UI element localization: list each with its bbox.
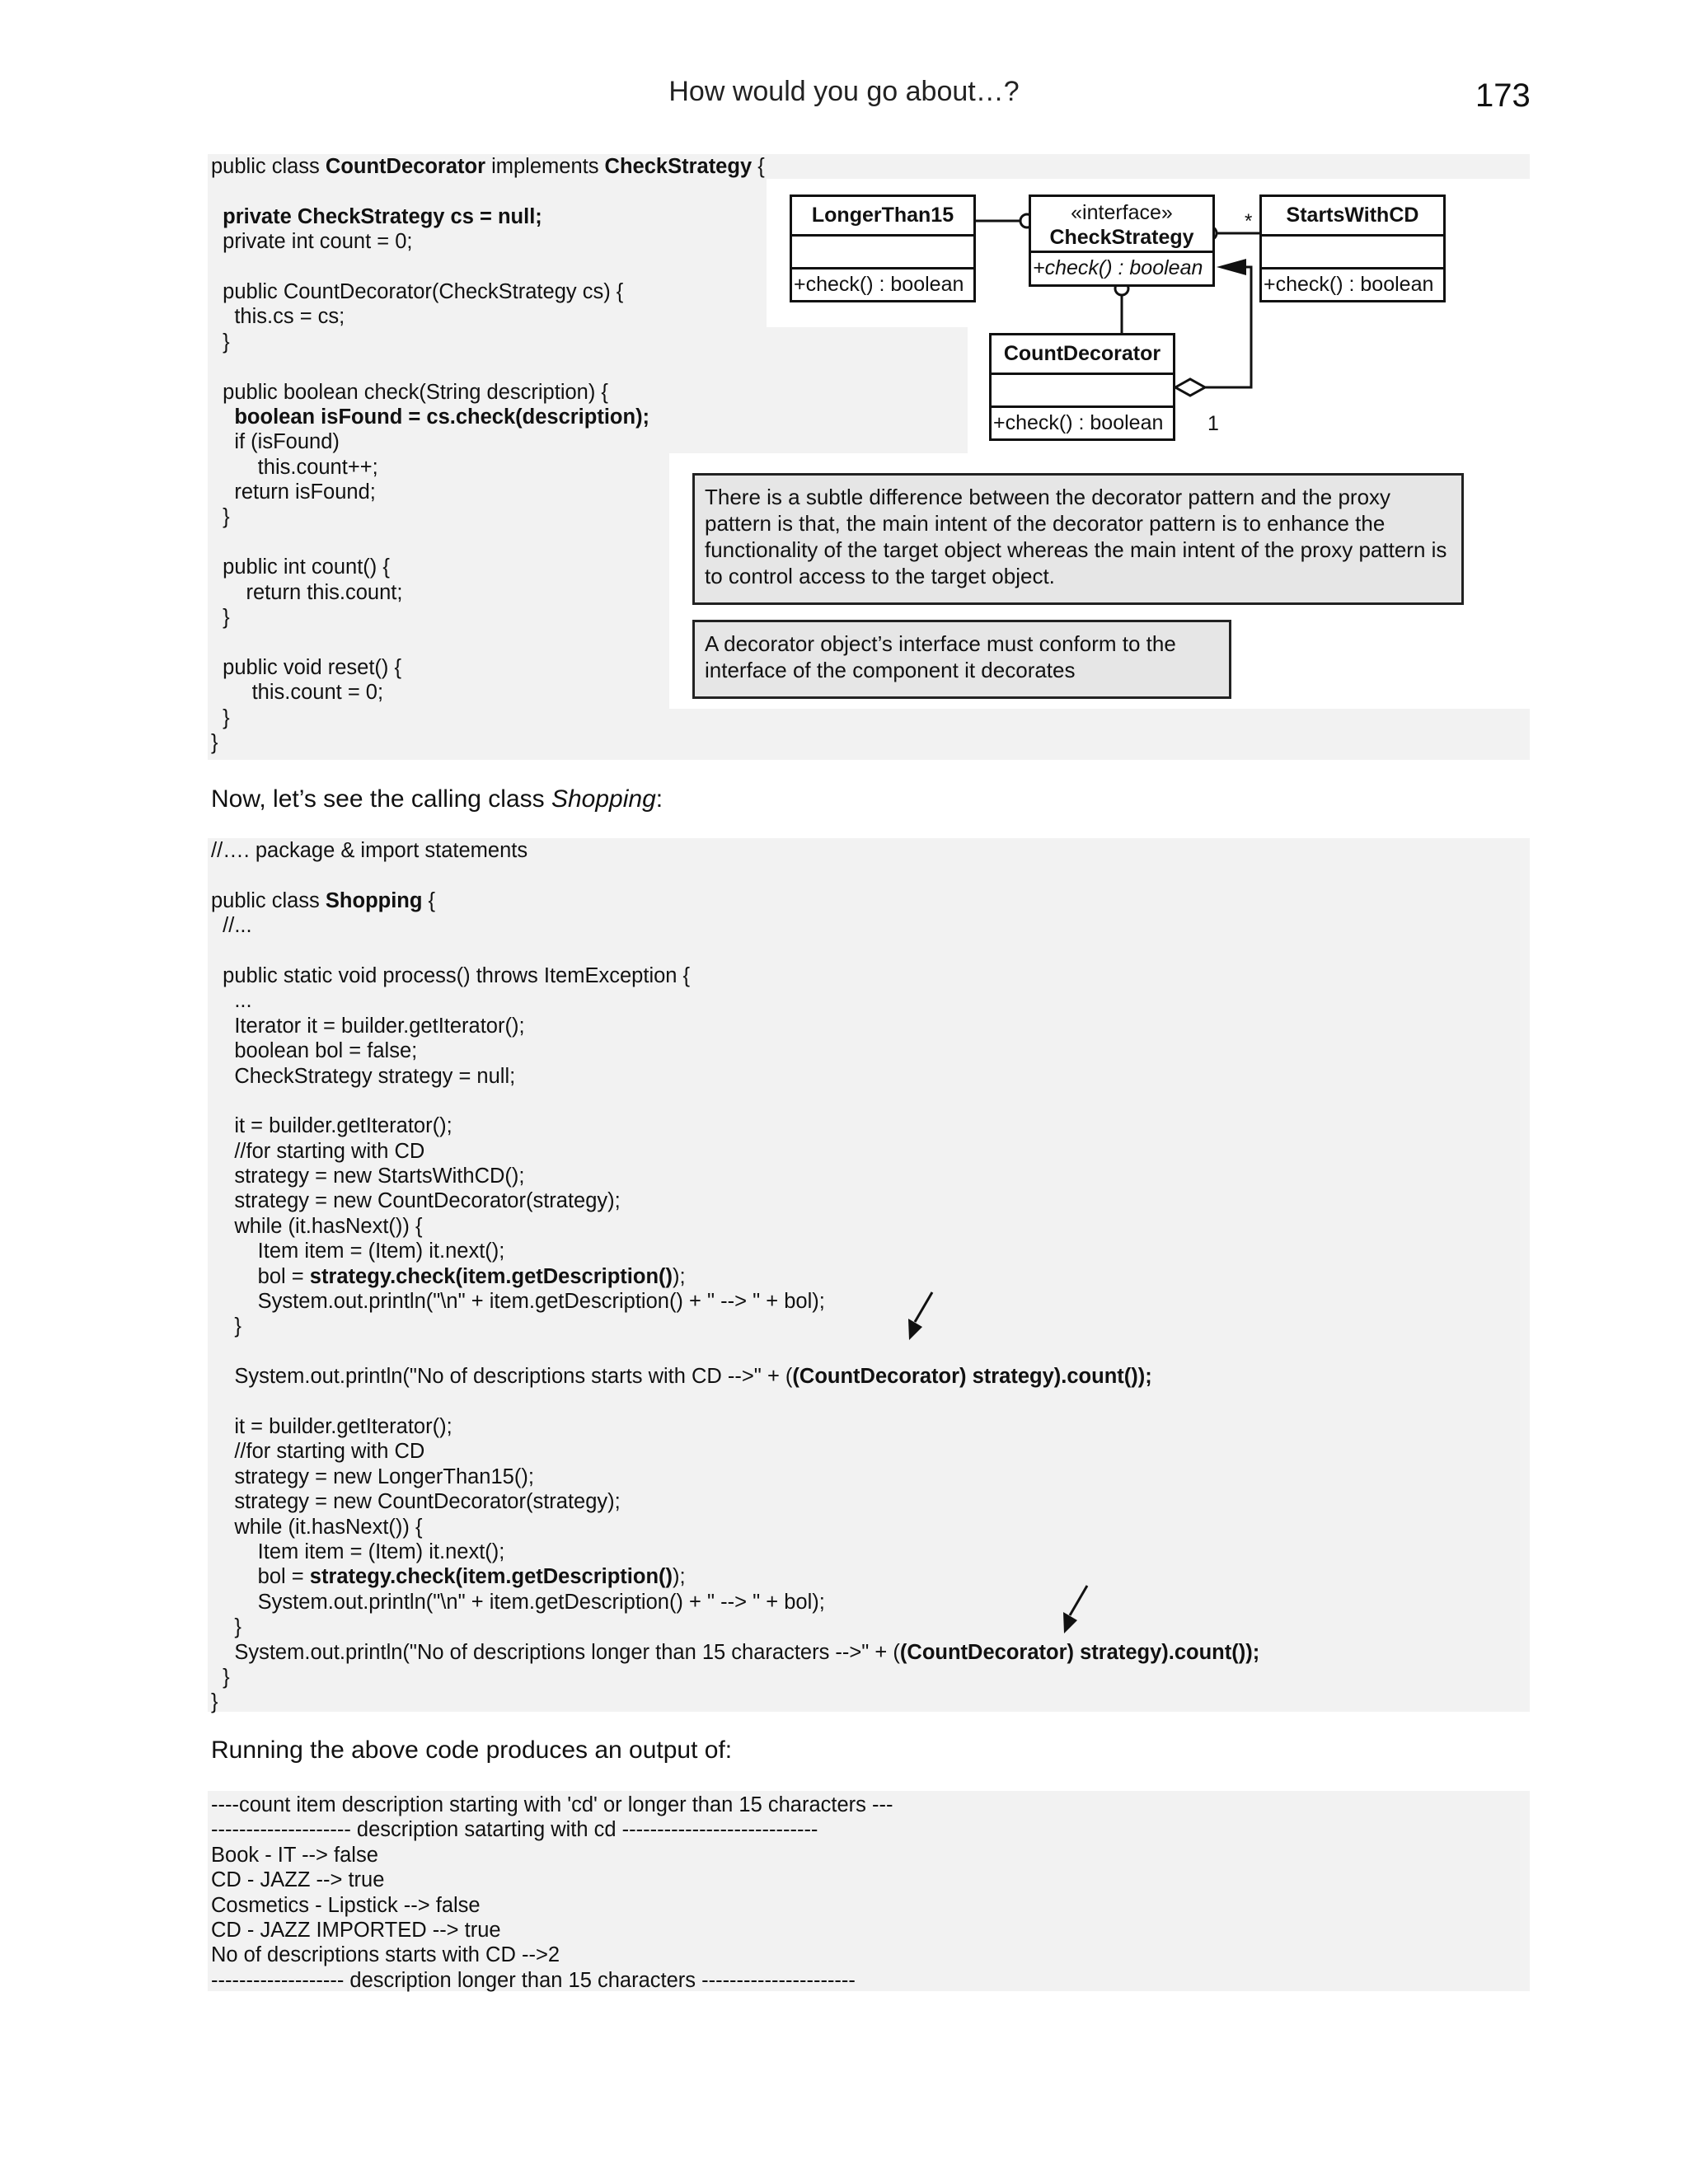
uml-class-name: CountDecorator	[992, 335, 1173, 375]
code-token: public CountDecorator(CheckStrategy cs) {	[211, 279, 624, 303]
uml-interface-check-strategy	[1029, 194, 1215, 287]
code-token: ...	[211, 989, 252, 1013]
page-number: 173	[1475, 77, 1531, 114]
uml-stereotype: «interface»	[1071, 201, 1173, 224]
code-token: }	[211, 606, 230, 630]
code-token: it = builder.getIterator();	[211, 1414, 452, 1438]
code-token: }	[211, 505, 230, 529]
code-token: }	[211, 1615, 241, 1639]
code-token: if (isFound)	[211, 430, 340, 454]
intro-token: Now, let’s see the calling class	[211, 785, 551, 813]
code-token: CountDecorator	[325, 155, 485, 178]
code-line	[211, 480, 765, 504]
code-line	[211, 863, 1259, 888]
code-line	[211, 1164, 1259, 1188]
code-token: boolean isFound = cs.check(description);	[211, 405, 650, 429]
code-token: //…. package & import statements	[211, 839, 528, 862]
code-token: System.out.println("No of descriptions longer than 15 characters -->" + (	[211, 1640, 900, 1664]
note-decorator-vs-proxy: There is a subtle difference between the decorator pattern and the proxy pattern is that, the main intent of the decorator pattern is to enhance the functionality of the target object whereas the main intent of the proxy pattern is to control access to the target object.	[692, 473, 1464, 605]
code-token: public class	[211, 888, 326, 912]
code-token: System.out.println("No of descriptions starts with CD -->" + (	[211, 1365, 793, 1389]
code-line	[211, 630, 765, 654]
intro-token: :	[655, 785, 663, 813]
code-line	[211, 888, 1259, 913]
code-line	[211, 1038, 1259, 1063]
uml-class-starts-with-cd	[1259, 194, 1446, 302]
uml-operation: +check() : boolean	[993, 411, 1164, 434]
code-line	[211, 1064, 1259, 1089]
output-line: ------------------- description longer than 15 characters ----------------------	[211, 1968, 856, 1992]
code-token: strategy.check(item.getDescription()	[309, 1565, 673, 1589]
uml-attributes	[992, 375, 1173, 408]
uml-interface-header	[1031, 197, 1212, 253]
code-token: Item item = (Item) it.next();	[211, 1240, 505, 1263]
uml-attributes	[792, 237, 973, 269]
code-line	[211, 1690, 1259, 1714]
intro-token: Shopping	[551, 785, 656, 813]
arrow-1-shaft	[915, 1292, 932, 1322]
code-token: boolean bol = false;	[211, 1039, 418, 1063]
code-token: CheckStrategy	[604, 155, 753, 178]
code-token: strategy = new CountDecorator(strategy);	[211, 1189, 621, 1213]
code-token: }	[211, 1665, 230, 1689]
code-line	[211, 1113, 1259, 1138]
code-line	[211, 1239, 1259, 1263]
uml-class-count-decorator	[989, 333, 1175, 441]
code-token: System.out.println("\n" + item.getDescription() + " --> " + bol);	[211, 1290, 825, 1314]
code-token: System.out.println("\n" + item.getDescription() + " --> " + bol);	[211, 1590, 825, 1614]
code-token: this.cs = cs;	[211, 305, 345, 329]
code-token: );	[673, 1565, 686, 1589]
arrow-2-shaft	[1070, 1586, 1087, 1615]
code-line	[211, 913, 1259, 938]
code-token: implements	[485, 155, 605, 178]
code-token: return isFound;	[211, 480, 376, 504]
running-header: How would you go about…?	[668, 76, 1020, 107]
code-line	[211, 939, 1259, 963]
annotation-arrows	[0, 1269, 1688, 1648]
uml-interface-name: CheckStrategy	[1049, 226, 1194, 249]
code-token: while (it.hasNext()) {	[211, 1515, 423, 1539]
code-token: (CountDecorator) strategy).count());	[792, 1365, 1152, 1389]
code-line	[211, 1089, 1259, 1113]
code-token: }	[211, 730, 218, 754]
code-token: }	[211, 1690, 218, 1714]
navigation-arrowhead	[1217, 259, 1246, 275]
code-token: CheckStrategy strategy = null;	[211, 1064, 516, 1088]
code-line	[211, 680, 765, 705]
code-token: bol =	[211, 1264, 310, 1288]
multiplicity-one: 1	[1207, 412, 1219, 435]
uml-operation: +check() : boolean	[1033, 256, 1203, 279]
output-block	[211, 1793, 893, 1993]
code-token: bol =	[211, 1565, 310, 1589]
code-line	[211, 1214, 1259, 1239]
output-line: Cosmetics - Lipstick --> false	[211, 1893, 481, 1917]
code-token: this.count = 0;	[211, 681, 384, 705]
output-line: No of descriptions starts with CD -->2	[211, 1943, 560, 1967]
aggregation-diamond	[1175, 379, 1205, 396]
intro-output: Running the above code produces an output of:	[211, 1736, 733, 1764]
code-line	[211, 1665, 1259, 1690]
code-token: }	[211, 705, 230, 729]
code-line	[211, 504, 765, 529]
code-token: private int count = 0;	[211, 230, 413, 254]
uml-class-name: LongerThan15	[792, 197, 973, 237]
code-token: (CountDecorator) strategy).count());	[899, 1640, 1260, 1664]
code-token: public int count() {	[211, 555, 390, 579]
output-line: ----count item description starting with 'cd' or longer than 15 characters ---	[211, 1793, 893, 1816]
code-line	[211, 1139, 1259, 1164]
code-token: while (it.hasNext()) {	[211, 1214, 423, 1238]
code-token: strategy = new LongerThan15();	[211, 1465, 534, 1488]
code-line	[211, 730, 765, 755]
uml-class-name: StartsWithCD	[1262, 197, 1443, 237]
code-token: public void reset() {	[211, 655, 402, 679]
code-line	[211, 705, 765, 730]
code-token: Item item = (Item) it.next();	[211, 1540, 505, 1563]
code-line	[211, 988, 1259, 1013]
code-token: this.count++;	[211, 455, 378, 479]
code-token: }	[211, 1315, 241, 1338]
code-token: strategy.check(item.getDescription()	[309, 1264, 673, 1288]
code-token: //...	[211, 914, 252, 938]
output-line: -------------------- description satarting with cd ----------------------------	[211, 1818, 818, 1842]
code-token: );	[673, 1264, 686, 1288]
code-token: private CheckStrategy cs = null;	[211, 204, 542, 228]
code-token: public boolean check(String description) {	[211, 380, 608, 404]
code-token: public static void process() throws ItemException {	[211, 963, 691, 987]
output-line: CD - JAZZ IMPORTED --> true	[211, 1918, 501, 1942]
uml-class-longer-than-15	[790, 194, 976, 302]
code-token: {	[752, 155, 765, 178]
code-line	[211, 963, 1259, 988]
code-line	[211, 555, 765, 579]
output-line: Book - IT --> false	[211, 1843, 378, 1867]
code-token: public class	[211, 155, 326, 178]
note-decorator-interface: A decorator object’s interface must conform to the interface of the component it decorates	[692, 620, 1231, 699]
code-line	[211, 605, 765, 630]
code-token: it = builder.getIterator();	[211, 1114, 452, 1138]
code-line	[211, 580, 765, 605]
uml-operation: +check() : boolean	[794, 273, 964, 296]
output-line: CD - JAZZ --> true	[211, 1868, 385, 1892]
code-token: Iterator it = builder.getIterator();	[211, 1014, 525, 1038]
uml-operation: +check() : boolean	[1264, 273, 1434, 296]
code-token: }	[211, 330, 230, 354]
code-line	[211, 655, 765, 680]
code-token: {	[422, 888, 436, 912]
code-token: strategy = new StartsWithCD();	[211, 1165, 525, 1188]
code-token: Shopping	[325, 888, 423, 912]
code-token: strategy = new CountDecorator(strategy);	[211, 1490, 621, 1514]
code-line	[211, 1014, 1259, 1038]
uml-attributes	[1262, 237, 1443, 269]
code-line	[211, 530, 765, 555]
code-line	[211, 838, 1259, 863]
multiplicity-many: *	[1245, 210, 1253, 232]
code-line	[211, 1188, 1259, 1213]
code-token: return this.count;	[211, 580, 403, 604]
code-token: //for starting with CD	[211, 1440, 425, 1464]
code-token: //for starting with CD	[211, 1139, 425, 1163]
intro-calling-class	[211, 785, 663, 813]
